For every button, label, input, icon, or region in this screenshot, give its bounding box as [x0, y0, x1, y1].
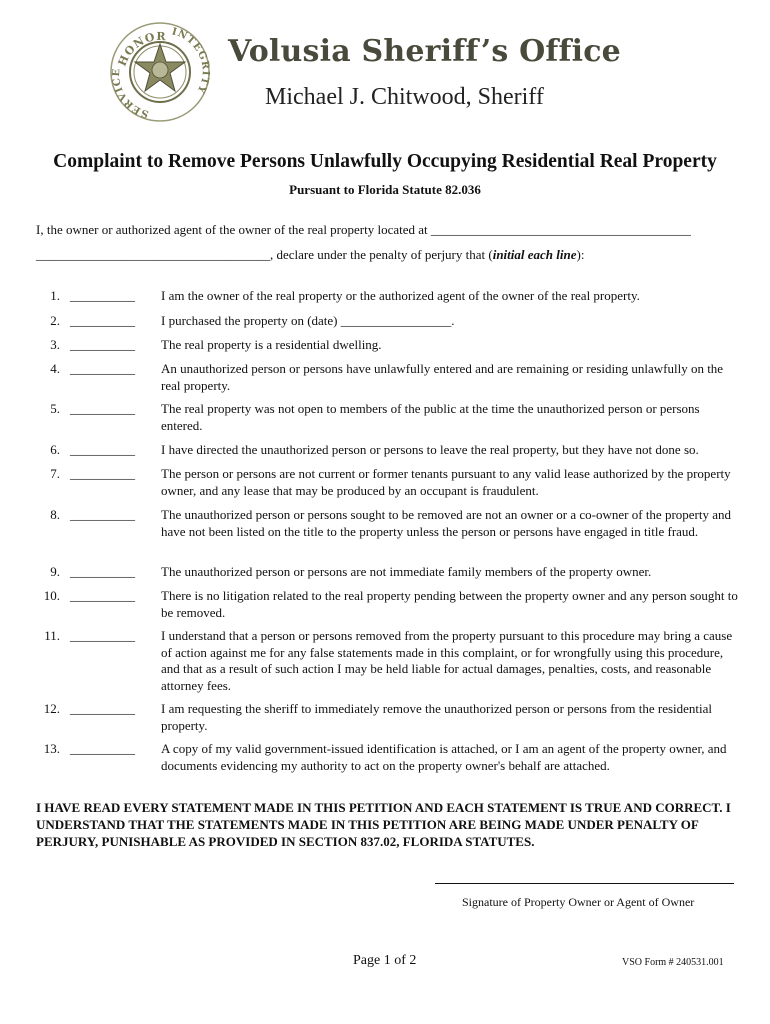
- perjury-attestation: I HAVE READ EVERY STATEMENT MADE IN THIS PETITION AND EACH STATEMENT IS TRUE AND CORRECT. I UNDERSTAND THAT THE STATEMENTS MADE IN THIS PETITION ARE BEING MADE UNDER PENALTY OF PERJURY, PUNISHABLE AS PROVIDED IN SECTION 837.02, FLORIDA STATUTES.: [36, 800, 731, 849]
- initial-blank[interactable]: __________: [70, 361, 135, 376]
- item-number: 3.: [50, 337, 60, 352]
- sheriff-name: Michael J. Chitwood, Sheriff: [265, 84, 544, 110]
- item-text: I am requesting the sheriff to immediately remove the unauthorized person or persons from the residential property.: [161, 701, 713, 733]
- intro-property-location-line: I, the owner or authorized agent of the owner of the real property located at ________________________________________: [36, 222, 691, 237]
- form-title: Complaint to Remove Persons Unlawfully Occupying Residential Real Property: [53, 151, 717, 172]
- initial-blank[interactable]: __________: [70, 628, 135, 643]
- item-number: 7.: [50, 466, 60, 481]
- item-text: The real property is a residential dwelling.: [161, 337, 382, 352]
- item-number: 10.: [43, 588, 60, 603]
- initial-blank[interactable]: __________: [70, 401, 135, 416]
- item-text: An unauthorized person or persons have unlawfully entered and are remaining or residing unlawfully on the real property.: [161, 361, 724, 393]
- item-text: A copy of my valid government-issued identification is attached, or I am an agent of the property owner, and documents evidencing my authority to act on the property owner's behalf are attached.: [161, 741, 727, 773]
- item-number: 6.: [50, 442, 60, 457]
- item-number: 9.: [50, 564, 60, 579]
- form-subtitle: Pursuant to Florida Statute 82.036: [289, 182, 481, 197]
- intro-declaration-close: ):: [576, 247, 585, 262]
- signature-label: Signature of Property Owner or Agent of Owner: [462, 895, 695, 909]
- item-text: The unauthorized person or persons are not immediate family members of the property owner.: [161, 564, 652, 579]
- item-number: 8.: [50, 507, 60, 522]
- svg-text:INTEGRITY: INTEGRITY: [170, 26, 211, 96]
- initial-each-line-emphasis: initial each line: [492, 247, 577, 262]
- item-number: 5.: [50, 401, 60, 416]
- item-text: I have directed the unauthorized person or persons to leave the real property, but they have not done so.: [161, 442, 699, 457]
- item-text: I am the owner of the real property or the authorized agent of the owner of the real property.: [161, 288, 640, 303]
- initial-blank[interactable]: __________: [70, 313, 135, 328]
- initial-blank[interactable]: __________: [70, 564, 135, 579]
- item-text: There is no litigation related to the real property pending between the property owner and any person sought to be removed.: [161, 588, 738, 620]
- svg-text:SERVICE: SERVICE: [111, 67, 151, 120]
- item-number: 11.: [44, 628, 60, 643]
- svg-text:HONOR: HONOR: [115, 29, 167, 69]
- signature-line[interactable]: [435, 883, 734, 884]
- page-number: Page 1 of 2: [353, 953, 417, 968]
- initial-blank[interactable]: __________: [70, 507, 135, 522]
- item-number: 1.: [50, 288, 60, 303]
- intro-declaration-line: [36, 247, 584, 263]
- intro-declaration-text: ____________________________________, declare under the penalty of perjury that (: [36, 247, 493, 262]
- item-number: 12.: [43, 701, 60, 716]
- initial-blank[interactable]: __________: [70, 442, 135, 457]
- item-number: 2.: [50, 313, 60, 328]
- initial-blank[interactable]: __________: [70, 701, 135, 716]
- item-number: 13.: [43, 741, 60, 756]
- item-number: 4.: [50, 361, 60, 376]
- sheriff-seal-logo: [108, 20, 212, 124]
- item-text: The unauthorized person or persons sought to be removed are not an owner or a co-owner of the property and have not been listed on the title to the property unless the person or persons have engaged in title fraud.: [161, 507, 732, 539]
- office-title: Volusia Sheriff’s Office: [228, 34, 621, 69]
- item-text: The real property was not open to members of the public at the time the unauthorized person or persons entered.: [161, 401, 700, 433]
- initial-blank[interactable]: __________: [70, 288, 135, 303]
- item-text: The person or persons are not current or former tenants pursuant to any valid lease authorized by the property owner, and any lease that may be produced by an occupant is fraudulent.: [161, 466, 731, 498]
- item-text: I understand that a person or persons removed from the property pursuant to this procedure may bring a cause of action against me for any false statements made in this complaint, or for wrongfully using this procedure, and that as a result of such action I may be held liable for actual damages, penalties, costs, and reasonable attorney fees.: [161, 628, 733, 693]
- initial-blank[interactable]: __________: [70, 741, 135, 756]
- item-text: I purchased the property on (date) _________________.: [161, 313, 455, 328]
- initial-blank[interactable]: __________: [70, 337, 135, 352]
- initial-blank[interactable]: __________: [70, 466, 135, 481]
- initial-blank[interactable]: __________: [70, 588, 135, 603]
- form-number: VSO Form # 240531.001: [622, 957, 724, 968]
